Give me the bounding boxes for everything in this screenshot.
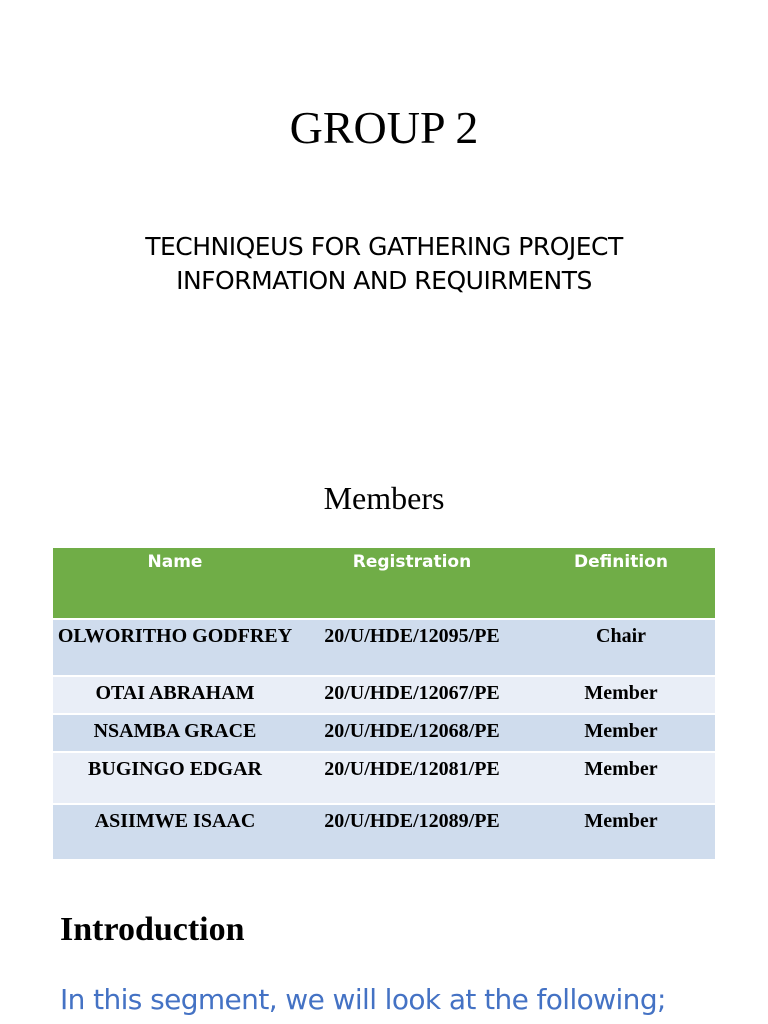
member-name: ASIIMWE ISAAC <box>53 804 297 859</box>
member-registration: 20/U/HDE/12081/PE <box>297 752 527 804</box>
member-registration: 20/U/HDE/12095/PE <box>297 619 527 676</box>
member-registration: 20/U/HDE/12067/PE <box>297 676 527 714</box>
introduction-heading: Introduction <box>60 911 245 948</box>
member-definition: Member <box>527 676 715 714</box>
table-row <box>53 752 715 804</box>
header-name: Name <box>53 548 297 619</box>
members-heading: Members <box>323 480 445 516</box>
table-row <box>53 676 715 714</box>
subtitle-line-2: INFORMATION AND REQUIRMENTS <box>176 266 592 295</box>
member-definition: Member <box>527 714 715 752</box>
member-registration: 20/U/HDE/12068/PE <box>297 714 527 752</box>
member-name: OLWORITHO GODFREY <box>53 619 297 676</box>
member-registration: 20/U/HDE/12089/PE <box>297 804 527 859</box>
table-row <box>53 619 715 676</box>
table-header-row <box>53 548 715 619</box>
member-definition: Member <box>527 804 715 859</box>
members-table <box>53 548 715 859</box>
member-name: NSAMBA GRACE <box>53 714 297 752</box>
header-definition: Definition <box>527 548 715 619</box>
document-subtitle <box>0 230 768 298</box>
member-name: OTAI ABRAHAM <box>53 676 297 714</box>
table-row <box>53 714 715 752</box>
document-title: GROUP 2 <box>289 102 479 153</box>
member-definition: Chair <box>527 619 715 676</box>
introduction-text: In this segment, we will look at the following; <box>60 983 666 1016</box>
member-name: BUGINGO EDGAR <box>53 752 297 804</box>
header-registration: Registration <box>297 548 527 619</box>
table-row <box>53 804 715 859</box>
subtitle-line-1: TECHNIQEUS FOR GATHERING PROJECT <box>145 232 623 261</box>
member-definition: Member <box>527 752 715 804</box>
